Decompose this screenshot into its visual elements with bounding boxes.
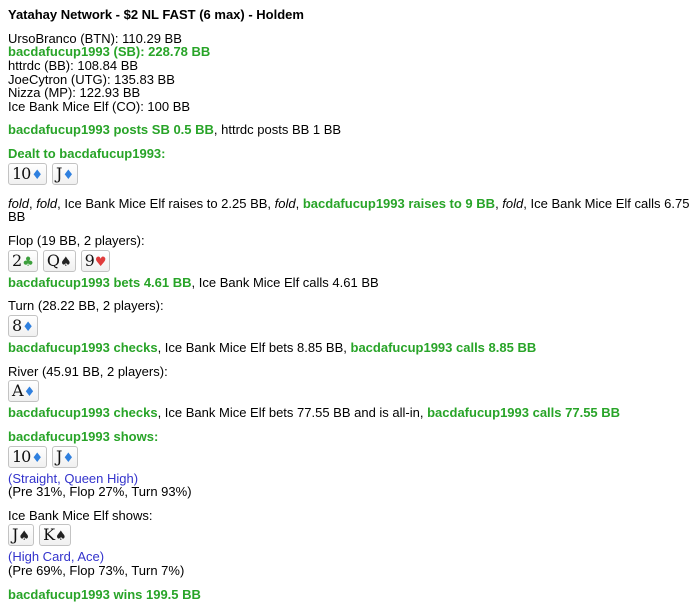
hero-equity-line: (Pre 31%, Flop 27%, Turn 93%): [8, 484, 192, 500]
diamond-suit-icon: ♦: [23, 385, 36, 401]
hero-check-text: bacdafucup1993 checks: [8, 339, 158, 355]
river-action-line: [8, 406, 692, 420]
card-rank: J: [56, 163, 62, 183]
card-8-diamonds: [8, 315, 38, 337]
hero-shown-cards: [8, 446, 692, 470]
separator-text: ,: [28, 195, 37, 211]
spade-suit-icon: ♠: [55, 529, 67, 545]
spade-suit-icon: ♠: [59, 254, 72, 270]
hero-call-text: bacdafucup1993 calls 77.55 BB: [427, 405, 621, 421]
card-9-hearts: [81, 250, 111, 272]
turn-header: Turn (28.22 BB, 2 players):: [8, 298, 164, 314]
card-rank: 9: [84, 250, 94, 270]
turn-card: [8, 315, 692, 339]
river-section: [8, 365, 692, 420]
fold-text: fold: [274, 195, 296, 211]
player-line-bb: httrdc (BB): 108.84 BB: [8, 57, 139, 73]
diamond-suit-icon: ♦: [62, 167, 75, 183]
spade-suit-icon: ♠: [18, 529, 31, 545]
hole-cards: [8, 163, 692, 187]
dealt-to-label: Dealt to bacdafucup1993:: [8, 146, 166, 162]
turn-action-line: [8, 341, 692, 355]
villain-shows-label: Ice Bank Mice Elf shows:: [8, 507, 153, 523]
fold-text: fold: [36, 195, 58, 211]
flop-action-line: [8, 276, 692, 290]
hero-check-text: bacdafucup1993 checks: [8, 405, 158, 421]
player-line-sb-hero: bacdafucup1993 (SB): 228.78 BB: [8, 44, 211, 60]
diamond-suit-icon: ♦: [31, 450, 44, 466]
player-line-co: Ice Bank Mice Elf (CO): 100 BB: [8, 98, 191, 114]
fold-text: fold: [502, 195, 524, 211]
result-line: bacdafucup1993 wins 199.5 BB: [8, 586, 201, 602]
bb-posts-text: , httrdc posts BB 1 BB: [213, 122, 342, 138]
showdown-villain: [8, 509, 692, 578]
card-rank: 8: [12, 315, 22, 335]
villain-shown-cards: [8, 524, 692, 548]
card-rank: 10: [12, 446, 31, 466]
card-2-clubs: [8, 250, 38, 272]
card-j-diamonds: [52, 446, 78, 468]
flop-section: [8, 234, 692, 289]
river-header: River (45.91 BB, 2 players):: [8, 363, 168, 379]
card-a-diamonds: [8, 380, 39, 402]
villain-call-text: , Ice Bank Mice Elf calls 4.61 BB: [191, 274, 379, 290]
card-rank: J: [56, 446, 62, 466]
player-line-btn: UrsoBranco (BTN): 110.29 BB: [8, 30, 182, 46]
card-rank: K: [43, 525, 55, 545]
diamond-suit-icon: ♦: [31, 167, 44, 183]
river-card: [8, 380, 692, 404]
card-rank: J: [12, 525, 18, 545]
flop-header: Flop (19 BB, 2 players):: [8, 233, 145, 249]
villain-hand-description: (High Card, Ace): [8, 549, 105, 565]
villain-raise-text: , Ice Bank Mice Elf raises to 2.25 BB,: [57, 195, 275, 211]
card-q-spades: [43, 250, 76, 272]
card-k-spades: [39, 524, 71, 546]
showdown-hero: [8, 430, 692, 499]
hero-bet-text: bacdafucup1993 bets 4.61 BB: [8, 274, 192, 290]
villain-bet-text: , Ice Bank Mice Elf bets 8.85 BB,: [157, 339, 351, 355]
separator-text: ,: [295, 195, 303, 211]
dealt-section: [8, 147, 692, 187]
card-10-diamonds: [8, 163, 47, 185]
diamond-suit-icon: ♦: [22, 319, 34, 335]
player-line-utg: JoeCytron (UTG): 135.83 BB: [8, 71, 175, 87]
hero-call-text: bacdafucup1993 calls 8.85 BB: [350, 339, 537, 355]
blinds-line: [8, 123, 692, 137]
hero-posts-sb-text: bacdafucup1993 posts SB 0.5 BB: [8, 122, 214, 138]
flop-cards: [8, 250, 692, 274]
player-list: [8, 32, 692, 114]
card-j-diamonds: [52, 163, 78, 185]
card-j-spades: [8, 524, 34, 546]
player-line-mp: Nizza (MP): 122.93 BB: [8, 85, 141, 101]
diamond-suit-icon: ♦: [62, 450, 75, 466]
card-rank: 10: [12, 163, 31, 183]
turn-section: [8, 299, 692, 354]
card-10-diamonds: [8, 446, 47, 468]
card-rank: A: [12, 381, 23, 401]
hand-title: Yatahay Network - $2 NL FAST (6 max) - Holdem: [8, 7, 304, 22]
card-rank: 2: [12, 250, 22, 270]
villain-allin-text: , Ice Bank Mice Elf bets 77.55 BB and is all-in,: [157, 405, 428, 421]
heart-suit-icon: ♥: [94, 254, 107, 270]
separator-text: ,: [495, 195, 503, 211]
fold-text: fold: [8, 195, 29, 211]
preflop-action-line: [8, 197, 692, 224]
villain-call-text: , Ice Bank Mice Elf calls 6.75 BB: [8, 195, 690, 225]
club-suit-icon: ♣: [22, 254, 34, 270]
hero-raise-text: bacdafucup1993 raises to 9 BB: [302, 195, 496, 211]
card-rank: Q: [46, 250, 59, 270]
hero-shows-label: bacdafucup1993 shows:: [8, 428, 159, 444]
villain-equity-line: (Pre 69%, Flop 73%, Turn 7%): [8, 563, 185, 579]
hero-hand-description: (Straight, Queen High): [8, 470, 139, 486]
